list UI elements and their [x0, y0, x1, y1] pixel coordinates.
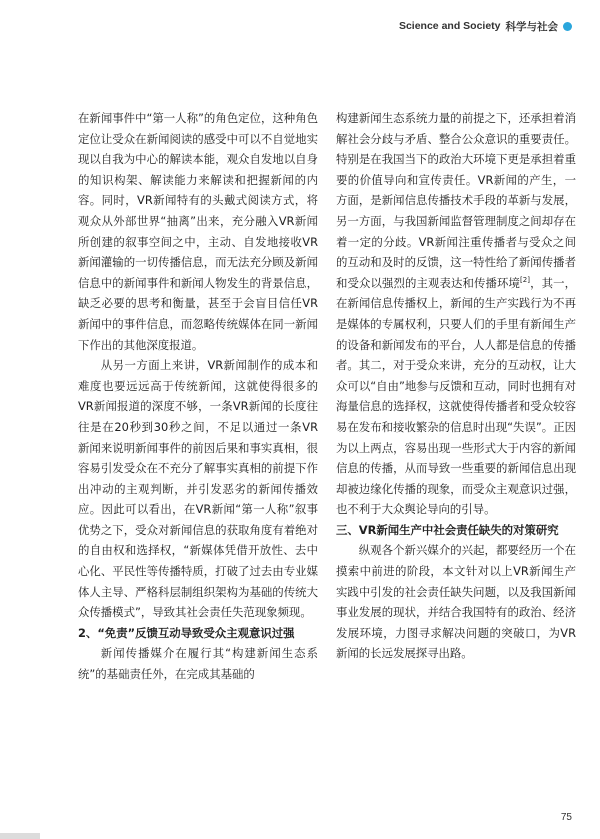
- right-paragraph-1: [336, 108, 576, 520]
- header-english-title: Science and Society: [398, 20, 501, 32]
- right-paragraph-1-text-a: 构建新闻生态系统力量的前提之下，还承担着消解社会分歧与矛盾、整合公众意识的重要责任。特别是在我国当下的政治大环境下更是承担着重要的价值导向和宣传责任。VR新闻的产生，一方面，是新闻信息传播技术手段的革新与发展，另一方面，与我国新闻监督管理制度之间却存在着一定的分歧。VR新闻注重传播者与受众之间的互动和及时的反馈，这一特性给了新闻传播者和受众以强烈的主观表达和传播环境: [336, 111, 576, 290]
- section-heading-2: 2、“免责”反馈互动导致受众主观意识过强: [78, 625, 295, 640]
- citation-2: [2]: [520, 275, 530, 284]
- left-paragraph-3: 新闻传播媒介在履行其“构建新闻生态系统”的基础责任外，在完成其基础的: [78, 646, 318, 682]
- header-dot-icon: [563, 22, 572, 31]
- right-column: [336, 108, 576, 664]
- left-paragraph-1: 在新闻事件中“第一人称”的角色定位，这种角色定位让受众在新闻阅读的感受中可以不自觉地实现以自我为中心的解读本能，观众自发地以自身的知识构架、解读能力来解读和把握新闻的内容。同时，VR新闻特有的头戴式阅读方式，将观众从外部世界“抽离”出来，充分融入VR新闻所创建的叙事空间之中，主动、自发地接收VR新闻灌输的一切传播信息，而无法充分顾及新闻信息中的新闻事件和新闻人物发生的背景信息，缺乏必要的思考和衡量，甚至于会盲目信任VR新闻中的事件信息，而忽略传统媒体在同一新闻下作出的其他深度报道。: [78, 111, 318, 352]
- running-header: [399, 18, 572, 34]
- right-paragraph-2: 纵观各个新兴媒介的兴起，都要经历一个在摸索中前进的阶段，本文针对以上VR新闻生产实践中引发的社会责任缺失问题，以及我国新闻事业发展的现状，并结合我国特有的政治、经济发展环境，力图寻求解决问题的突破口，为VR新闻的长远发展探寻出路。: [336, 543, 576, 661]
- footer-mark: [0, 833, 40, 839]
- section-heading-3: 三、VR新闻生产中社会责任缺失的对策研究: [336, 522, 559, 537]
- right-paragraph-1-text-b: ，其一，在新闻信息传播权上，新闻的生产实践行为不再是媒体的专属权利，只要人们的手里有新闻生产的设备和新闻发布的平台，人人都是信息的传播者。其二，对于受众来讲，充分的互动权，让大众可以“自由”地参与反馈和互动，同时也拥有对海量信息的选择权，这就使得传播者和受众较容易在发布和接收繁杂的信息时出现“失误”。正因为以上两点，容易出现一些形式大于内容的新闻信息的传播，从而导致一些重要的新闻信息出现却被边缘化传播的现象，而受众主观意识过强，也不利于大众舆论导向的引导。: [336, 275, 576, 517]
- page-number: 75: [560, 812, 572, 823]
- left-paragraph-2: 从另一方面上来讲，VR新闻制作的成本和难度也要远远高于传统新闻，这就使得很多的VR新闻报道的深度不够，一条VR新闻的长度往往是在20秒到30秒之间，不足以通过一条VR 新闻来说明新闻事件的前因后果和事实真相，很容易引发受众在不充分了解事实真相的前提下作出冲动的主观判断，并引发恶劣的新闻传播效应。因此可以看出，在VR新闻“第一人称”叙事优势之下，受众对新闻信息的获取角度有着绝对的自由权和选择权，“新媒体凭借开放性、去中心化、平民性等传播特质，打破了过去由专业媒体人主导、严格科层制组织架构为基础的传统大众传播模式”，导致其社会责任失范现象频现。: [78, 358, 318, 620]
- left-column: [78, 108, 318, 685]
- header-chinese-title: 科学与社会: [505, 20, 558, 33]
